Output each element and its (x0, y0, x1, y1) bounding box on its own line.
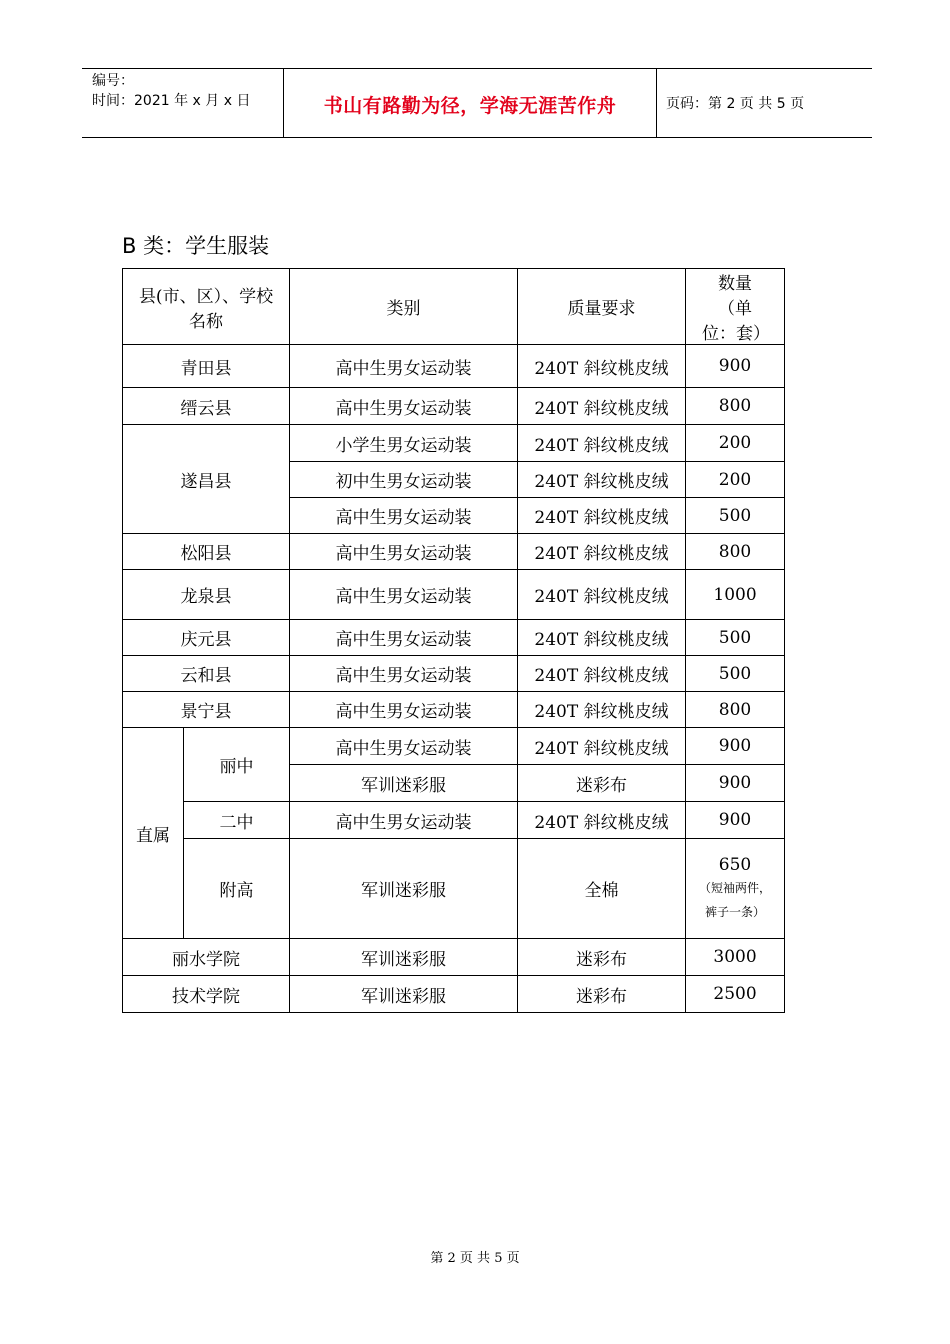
cell-quality: 240T 斜纹桃皮绒 (518, 656, 686, 692)
cell-school: 二中 (184, 802, 290, 839)
cell-quantity: 800 (686, 388, 785, 425)
header-divider (656, 69, 657, 137)
cell-category: 高中生男女运动装 (290, 692, 518, 728)
table-row (123, 802, 785, 839)
cell-quality: 240T 斜纹桃皮绒 (518, 802, 686, 839)
quantity-value: 650 (718, 854, 752, 875)
cell-category: 军训迷彩服 (290, 939, 518, 976)
page-header (82, 68, 872, 138)
cell-quantity: 900 (686, 345, 785, 388)
cell-quality: 240T 斜纹桃皮绒 (518, 388, 686, 425)
cell-category: 高中生男女运动装 (290, 802, 518, 839)
header-school: 县(市、区）、学校名称 (123, 269, 290, 345)
quantity-note: （短袖两件，裤子一条） (699, 880, 772, 919)
cell-quality: 240T 斜纹桃皮绒 (518, 620, 686, 656)
header-quality: 质量要求 (518, 269, 686, 345)
cell-category: 高中生男女运动装 (290, 388, 518, 425)
cell-school: 遂昌县 (123, 425, 290, 534)
cell-category: 高中生男女运动装 (290, 570, 518, 620)
cell-category: 军训迷彩服 (290, 839, 518, 939)
cell-quality: 240T 斜纹桃皮绒 (518, 728, 686, 765)
table-row (123, 570, 785, 620)
header-motto: 书山有路勤为径，学海无涯苦作舟 (323, 95, 617, 117)
cell-quality: 240T 斜纹桃皮绒 (518, 498, 686, 534)
cell-school: 龙泉县 (123, 570, 290, 620)
cell-category: 军训迷彩服 (290, 765, 518, 802)
table-row (123, 728, 785, 765)
cell-school: 景宁县 (123, 692, 290, 728)
cell-school: 缙云县 (123, 388, 290, 425)
table-row (123, 345, 785, 388)
cell-quality: 240T 斜纹桃皮绒 (518, 462, 686, 498)
document-time-label: 时间：2021 年 x 月 x 日 (92, 93, 251, 109)
table-header-row (123, 269, 785, 345)
table-row (123, 976, 785, 1013)
cell-quantity: 200 (686, 462, 785, 498)
cell-school: 庆元县 (123, 620, 290, 656)
header-quantity: 数量（单位：套） (686, 269, 785, 345)
table-row (123, 656, 785, 692)
cell-quantity: 900 (686, 802, 785, 839)
cell-quantity: 1000 (686, 570, 785, 620)
cell-school: 附高 (184, 839, 290, 939)
cell-category: 初中生男女运动装 (290, 462, 518, 498)
cell-quantity: 3000 (686, 939, 785, 976)
cell-quality: 迷彩布 (518, 976, 686, 1013)
cell-quantity: 2500 (686, 976, 785, 1013)
table-row (123, 534, 785, 570)
header-page-info: 页码：第 2 页 共 5 页 (666, 96, 805, 112)
student-clothing-table (122, 268, 785, 1013)
cell-quantity: 800 (686, 692, 785, 728)
cell-school: 青田县 (123, 345, 290, 388)
cell-quantity: 800 (686, 534, 785, 570)
cell-quality: 240T 斜纹桃皮绒 (518, 570, 686, 620)
cell-school: 丽中 (184, 728, 290, 802)
cell-quantity: 900 (686, 765, 785, 802)
cell-category: 高中生男女运动装 (290, 656, 518, 692)
table-row (123, 425, 785, 462)
cell-quality: 迷彩布 (518, 765, 686, 802)
cell-quality: 240T 斜纹桃皮绒 (518, 345, 686, 388)
cell-school: 云和县 (123, 656, 290, 692)
cell-quantity (686, 839, 785, 939)
cell-category: 军训迷彩服 (290, 976, 518, 1013)
document-number-label: 编号： (92, 73, 134, 89)
cell-quantity: 500 (686, 498, 785, 534)
cell-category: 高中生男女运动装 (290, 728, 518, 765)
section-title: B 类：学生服装 (122, 234, 270, 258)
header-meta (92, 71, 250, 111)
cell-quality: 240T 斜纹桃皮绒 (518, 692, 686, 728)
cell-category: 高中生男女运动装 (290, 620, 518, 656)
cell-category: 高中生男女运动装 (290, 498, 518, 534)
cell-quality: 240T 斜纹桃皮绒 (518, 425, 686, 462)
cell-quantity: 200 (686, 425, 785, 462)
cell-quality: 全棉 (518, 839, 686, 939)
cell-category: 高中生男女运动装 (290, 534, 518, 570)
cell-quality: 240T 斜纹桃皮绒 (518, 534, 686, 570)
cell-school: 丽水学院 (123, 939, 290, 976)
cell-quantity: 500 (686, 656, 785, 692)
page-footer: 第 2 页 共 5 页 (430, 1251, 520, 1266)
cell-quantity: 500 (686, 620, 785, 656)
header-category: 类别 (290, 269, 518, 345)
table-row (123, 692, 785, 728)
cell-school: 技术学院 (123, 976, 290, 1013)
cell-quantity: 900 (686, 728, 785, 765)
cell-quality: 迷彩布 (518, 939, 686, 976)
table-row (123, 388, 785, 425)
cell-category: 小学生男女运动装 (290, 425, 518, 462)
table-row (123, 839, 785, 939)
cell-school: 松阳县 (123, 534, 290, 570)
cell-group: 直属 (123, 728, 184, 939)
table-row (123, 620, 785, 656)
table-row (123, 939, 785, 976)
cell-category: 高中生男女运动装 (290, 345, 518, 388)
